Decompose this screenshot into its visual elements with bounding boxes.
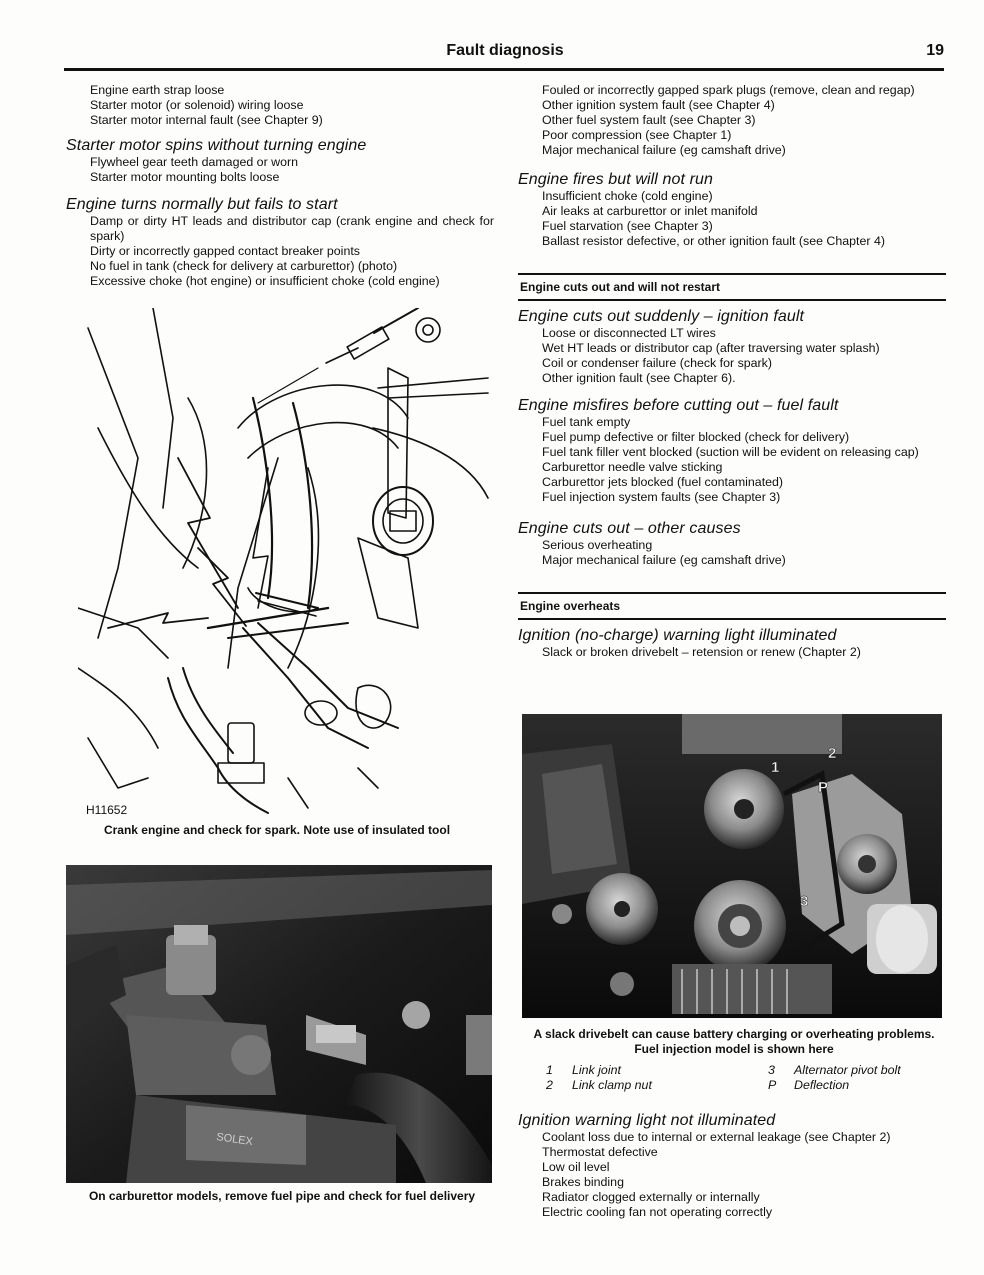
legend-key: 3 <box>768 1063 775 1077</box>
list-item: Fuel injection system faults (see Chapter 3) <box>542 490 781 504</box>
list-item: Other ignition system fault (see Chapter 4) <box>542 98 775 112</box>
fires-list <box>518 189 946 249</box>
list-item: Thermostat defective <box>542 1145 658 1159</box>
figure3-legend-right <box>768 1063 943 1093</box>
list-item: Loose or disconnected LT wires <box>542 326 716 340</box>
figure3-caption: A slack drivebelt can cause battery charging or overheating problems. Fuel injection model is shown here <box>533 1027 935 1056</box>
figure-label: H11652 <box>86 803 128 817</box>
list-item: Carburettor jets blocked (fuel contaminated) <box>542 475 784 489</box>
warning-unlit-block <box>518 1111 946 1220</box>
list-item: Coolant loss due to internal or external leakage (see Chapter 2) <box>542 1130 891 1144</box>
heading-misfires-fuel: Engine misfires before cutting out – fuel fault <box>518 397 839 414</box>
drivebelt-photo <box>522 714 942 1018</box>
spins-list <box>66 155 494 185</box>
list-item: Low oil level <box>542 1160 610 1174</box>
list-item: Wet HT leads or distributor cap (after traversing water splash) <box>542 341 880 355</box>
list-item: Starter motor mounting bolts loose <box>90 170 280 184</box>
list-item: Carburettor needle valve sticking <box>542 460 723 474</box>
legend-text: Alternator pivot bolt <box>794 1063 901 1077</box>
legend-key: 2 <box>546 1078 553 1092</box>
legend-key: 1 <box>546 1063 553 1077</box>
list-item: Fuel tank empty <box>542 415 631 429</box>
callout-label: 1 <box>771 759 780 776</box>
misfires-list <box>518 415 946 505</box>
heading-warning-lit: Ignition (no-charge) warning light illuminated <box>518 627 837 644</box>
list-item: Radiator clogged externally or internally <box>542 1190 760 1204</box>
list-item: Coil or condenser failure (check for spark) <box>542 356 773 370</box>
section-title-cuts-out: Engine cuts out and will not restart <box>520 280 721 294</box>
section-rule <box>518 618 946 620</box>
list-item: Ballast resistor defective, or other ignition fault (see Chapter 4) <box>542 234 885 248</box>
list-item: Fuel tank filler vent blocked (suction will be evident on releasing cap) <box>542 445 919 459</box>
page-number: 19 <box>926 42 944 59</box>
heading-warning-unlit: Ignition warning light not illuminated <box>518 1112 776 1129</box>
intro-list <box>518 83 946 158</box>
figure1-caption: Crank engine and check for spark. Note use of insulated tool <box>103 823 451 837</box>
list-item: Air leaks at carburettor or inlet manifold <box>542 204 758 218</box>
list-item: Slack or broken drivebelt – retension or renew (Chapter 2) <box>542 645 861 659</box>
left-column-text <box>66 83 494 289</box>
list-item: Dirty or incorrectly gapped contact breaker points <box>90 244 360 258</box>
list-item: Brakes binding <box>542 1175 624 1189</box>
fails-list <box>66 214 494 289</box>
heading-starter-spins: Starter motor spins without turning engine <box>66 137 367 154</box>
list-item: Major mechanical failure (eg camshaft drive) <box>542 553 786 567</box>
heading-other-causes: Engine cuts out – other causes <box>518 520 741 537</box>
callout-label: P <box>818 779 829 796</box>
list-item: Major mechanical failure (eg camshaft drive) <box>542 143 786 157</box>
intro-list <box>66 83 494 128</box>
callout-label: 2 <box>828 745 837 762</box>
heading-fails-to-start: Engine turns normally but fails to start <box>66 196 338 213</box>
list-item: Poor compression (see Chapter 1) <box>542 128 732 142</box>
list-item: Electric cooling fan not operating correctly <box>542 1205 773 1219</box>
list-item: Damp or dirty HT leads and distributor cap (crank engine and check for spark) <box>90 214 494 243</box>
list-item: Other fuel system fault (see Chapter 3) <box>542 113 756 127</box>
warning-lit-list <box>518 645 946 660</box>
header-rule <box>64 68 944 71</box>
spark-check-illustration <box>78 308 492 820</box>
list-item: Fuel starvation (see Chapter 3) <box>542 219 713 233</box>
list-item: Excessive choke (hot engine) or insufficient choke (cold engine) <box>90 274 440 288</box>
warning-unlit-list <box>518 1130 946 1220</box>
heading-cuts-ignition: Engine cuts out suddenly – ignition fault <box>518 308 805 325</box>
legend-text: Link clamp nut <box>572 1078 652 1092</box>
right-column-text <box>518 83 946 660</box>
cuts-ignition-list <box>518 326 946 386</box>
list-item: Flywheel gear teeth damaged or worn <box>90 155 299 169</box>
legend-text: Link joint <box>572 1063 621 1077</box>
list-item: Starter motor (or solenoid) wiring loose <box>90 98 304 112</box>
callout-label: 3 <box>800 893 809 910</box>
legend-key: P <box>768 1078 777 1092</box>
list-item: No fuel in tank (check for delivery at carburettor) (photo) <box>90 259 398 273</box>
list-item: Insufficient choke (cold engine) <box>542 189 713 203</box>
svg-text:SOLEX: SOLEX <box>215 1131 254 1149</box>
fuel-pipe-photo <box>66 865 492 1183</box>
list-item: Fuel pump defective or filter blocked (check for delivery) <box>542 430 850 444</box>
section-rule <box>518 299 946 301</box>
figure2-caption: On carburettor models, remove fuel pipe and check for fuel delivery <box>88 1189 476 1203</box>
list-item: Serious overheating <box>542 538 653 552</box>
legend-text: Deflection <box>794 1078 850 1092</box>
list-item: Fouled or incorrectly gapped spark plugs (remove, clean and regap) <box>542 83 915 97</box>
other-causes-list <box>518 538 946 568</box>
figure3-legend-left <box>546 1063 746 1093</box>
section-title-overheats: Engine overheats <box>520 599 621 613</box>
list-item: Other ignition fault (see Chapter 6). <box>542 371 736 385</box>
heading-fires-not-run: Engine fires but will not run <box>518 171 714 188</box>
list-item: Starter motor internal fault (see Chapter 9) <box>90 113 323 127</box>
list-item: Engine earth strap loose <box>90 83 225 97</box>
page-title: Fault diagnosis <box>446 42 564 59</box>
